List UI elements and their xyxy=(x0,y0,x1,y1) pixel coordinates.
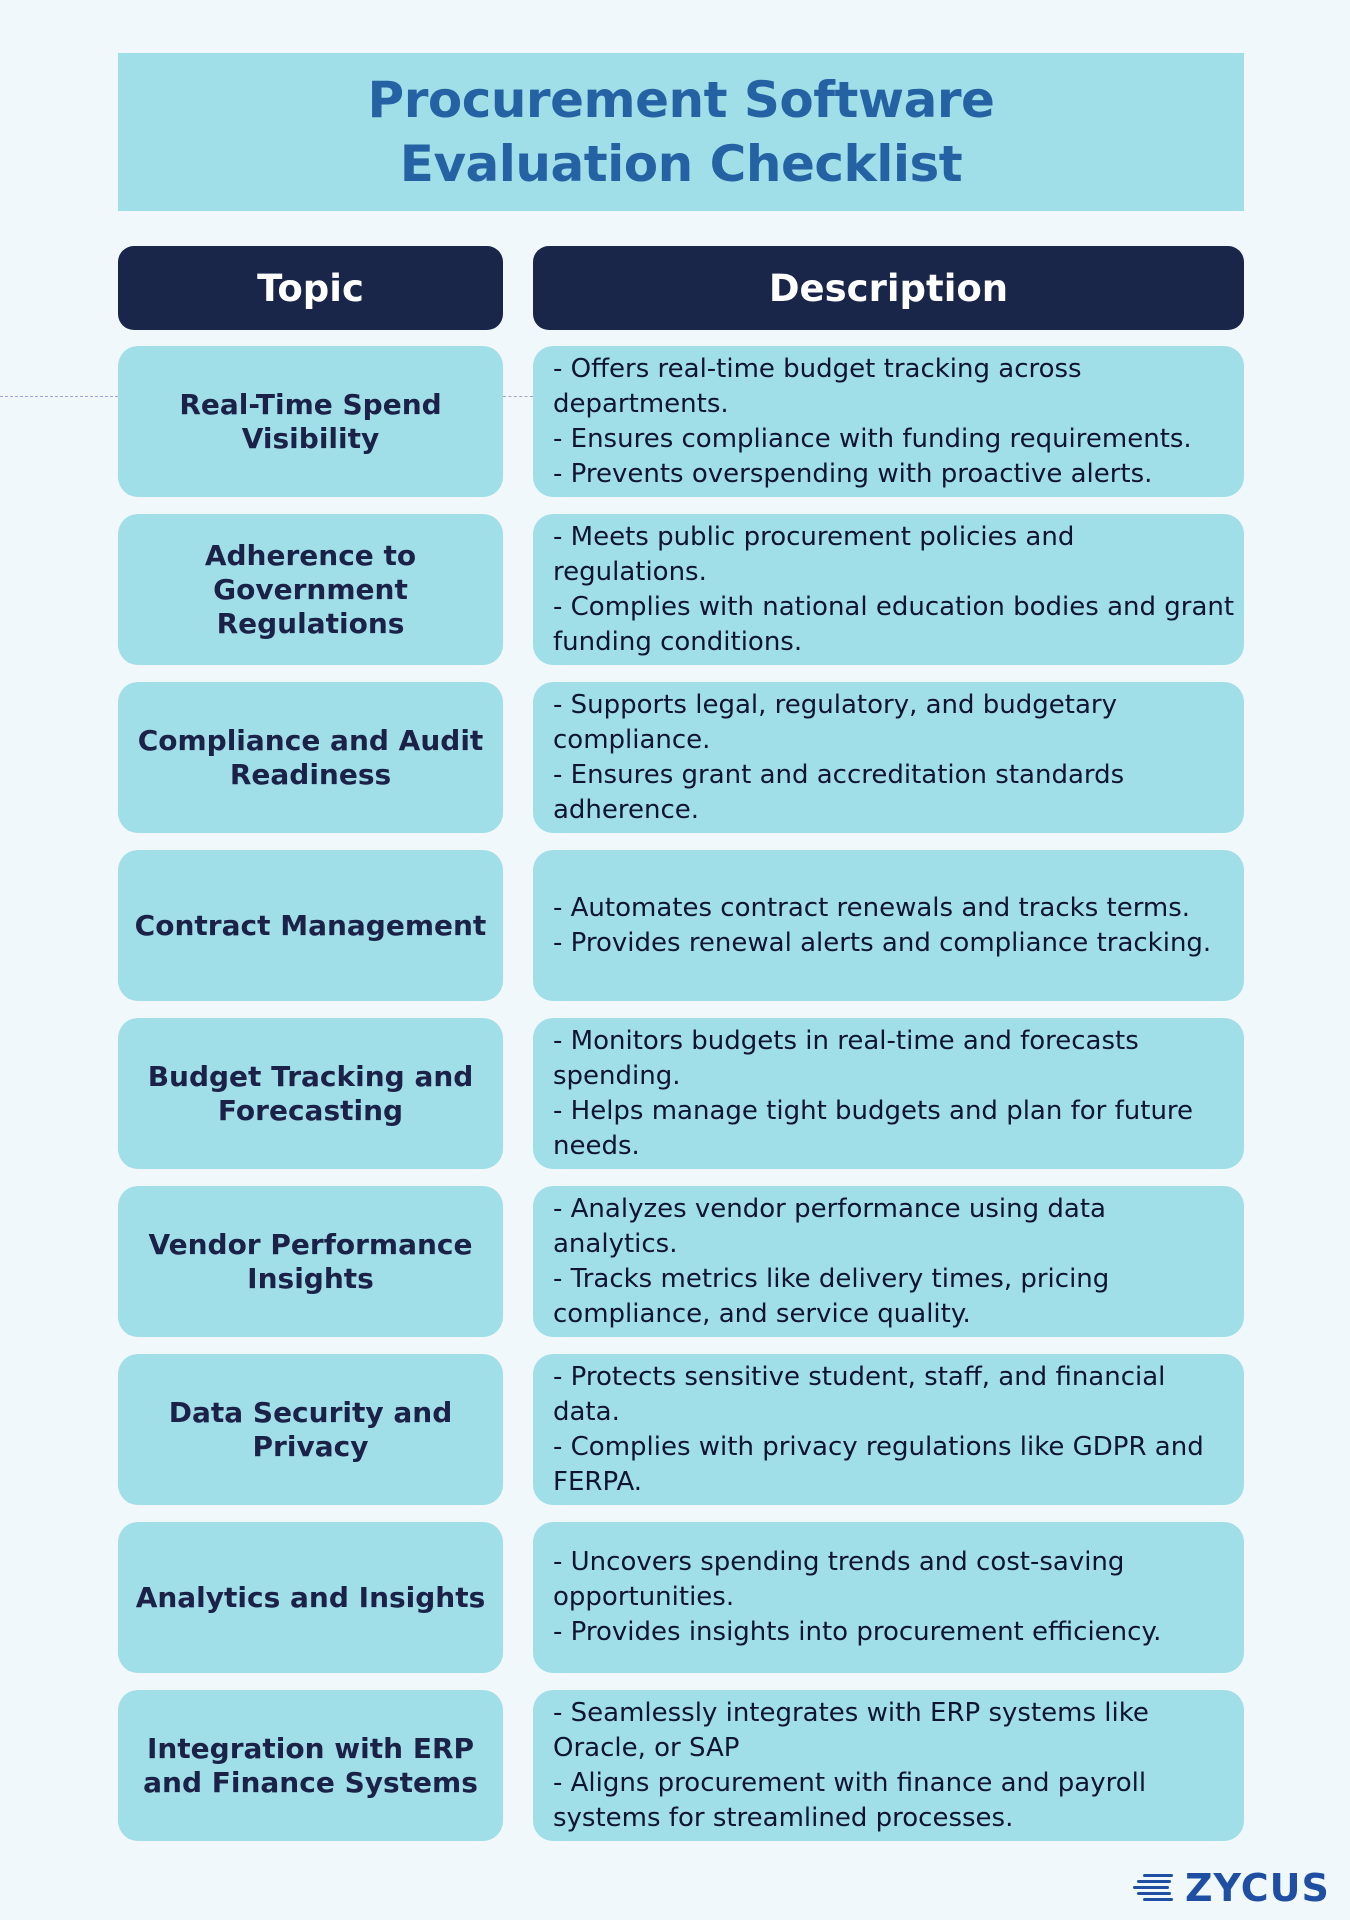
table-row xyxy=(118,1186,1244,1337)
description-line: - Automates contract renewals and tracks terms. xyxy=(553,892,1191,923)
description-cell xyxy=(533,514,1244,665)
table-row xyxy=(118,1522,1244,1673)
table-row xyxy=(118,1018,1244,1169)
table-row xyxy=(118,682,1244,833)
description-line: - Analyzes vendor performance using data analytics. xyxy=(553,1193,1106,1259)
brand-name: ZYCUS xyxy=(1185,1866,1330,1910)
description-cell xyxy=(533,1690,1244,1841)
title-line-2: Evaluation Checklist xyxy=(399,135,963,193)
topic-cell: Adherence to Government Regulations xyxy=(118,514,503,665)
description-line: - Ensures grant and accreditation standards adherence. xyxy=(553,759,1125,825)
description-line: - Ensures compliance with funding requirements. xyxy=(553,423,1192,454)
description-line: - Protects sensitive student, staff, and financial data. xyxy=(553,1361,1166,1427)
description-line: - Meets public procurement policies and regulations. xyxy=(553,521,1075,587)
page-title xyxy=(368,68,995,196)
description-cell xyxy=(533,1354,1244,1505)
description-line: - Aligns procurement with finance and payroll systems for streamlined processes. xyxy=(553,1767,1147,1833)
zycus-logo xyxy=(1133,1868,1330,1908)
topic-cell: Integration with ERP and Finance Systems xyxy=(118,1690,503,1841)
description-cell xyxy=(533,682,1244,833)
description-line: - Seamlessly integrates with ERP systems like Oracle, or SAP xyxy=(553,1697,1149,1763)
description-cell xyxy=(533,1186,1244,1337)
description-cell xyxy=(533,1018,1244,1169)
zycus-logo-icon xyxy=(1133,1872,1179,1904)
topic-cell: Contract Management xyxy=(118,850,503,1001)
checklist-table xyxy=(118,346,1244,1858)
topic-cell: Compliance and Audit Readiness xyxy=(118,682,503,833)
topic-cell: Budget Tracking and Forecasting xyxy=(118,1018,503,1169)
topic-cell: Data Security and Privacy xyxy=(118,1354,503,1505)
topic-cell: Real-Time Spend Visibility xyxy=(118,346,503,497)
description-line: - Provides insights into procurement efficiency. xyxy=(553,1617,1162,1647)
topic-cell: Vendor Performance Insights xyxy=(118,1186,503,1337)
table-row xyxy=(118,850,1244,1001)
description-line: - Uncovers spending trends and cost-saving opportunities. xyxy=(553,1547,1125,1612)
table-row xyxy=(118,1354,1244,1505)
description-cell xyxy=(533,850,1244,1001)
table-row xyxy=(118,1690,1244,1841)
description-line: - Complies with national education bodies and grant funding conditions. xyxy=(553,591,1235,657)
description-line: - Helps manage tight budgets and plan for future needs. xyxy=(553,1095,1194,1161)
table-row xyxy=(118,346,1244,497)
topic-cell: Analytics and Insights xyxy=(118,1522,503,1673)
description-line: - Provides renewal alerts and compliance tracking. xyxy=(553,927,1212,958)
guide-line xyxy=(0,396,118,397)
description-line: - Offers real-time budget tracking across departments. xyxy=(553,353,1082,419)
title-banner xyxy=(118,53,1244,211)
description-column-header: Description xyxy=(533,246,1244,330)
description-line: - Supports legal, regulatory, and budgetary compliance. xyxy=(553,689,1117,755)
topic-column-header: Topic xyxy=(118,246,503,330)
title-line-1: Procurement Software xyxy=(367,71,995,129)
description-line: - Prevents overspending with proactive alerts. xyxy=(553,458,1153,489)
description-cell xyxy=(533,346,1244,497)
description-line: - Monitors budgets in real-time and forecasts spending. xyxy=(553,1025,1139,1091)
description-line: - Tracks metrics like delivery times, pricing compliance, and service quality. xyxy=(553,1263,1110,1329)
description-line: - Complies with privacy regulations like GDPR and FERPA. xyxy=(553,1431,1204,1497)
description-cell xyxy=(533,1522,1244,1673)
table-row xyxy=(118,514,1244,665)
